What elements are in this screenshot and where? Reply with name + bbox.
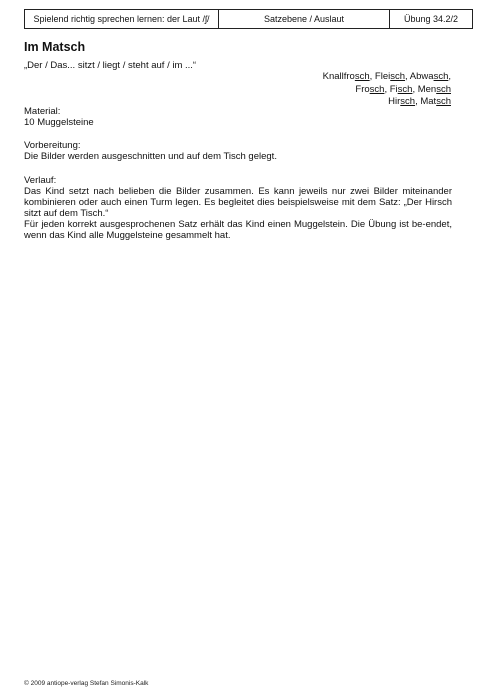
underlined-sound: sch [354,71,370,82]
word-segment: Knallfro [322,71,355,82]
preparation-heading: Vorbereitung: [24,140,81,151]
course-paragraph-2: Für jeden korrekt ausgesprochenen Satz erhält das Kind einen Muggelstein. Die Übung ist be-endet, wenn das Kind alle Muggelsteine gesammelt hat. [24,219,452,241]
word-segment: Hir [388,96,401,107]
course-section [24,175,452,241]
header-exercise-number: Übung 34.2/2 [390,10,473,29]
word-list [323,71,451,109]
underlined-sound: sch [390,71,406,82]
course-heading: Verlauf: [24,175,57,186]
page-title: Im Matsch [24,40,86,54]
underlined-sound: sch [369,83,385,95]
word-line-2 [323,84,451,97]
underlined-sound: sch [397,83,413,95]
word-segment: , Fi [384,83,398,95]
material-section [24,106,452,128]
word-segment: , Mat [415,96,437,107]
word-segment: Fro [355,83,370,95]
word-segment: , Abwa [405,71,434,82]
underlined-sound: sch [433,71,449,82]
word-segment: , [448,71,451,82]
sentence-pattern: „Der / Das... sitzt / liegt / steht auf / im ...“ [24,60,197,71]
material-text: 10 Muggelsteine [24,117,94,128]
header-series-title: Spielend richtig sprechen lernen: der Laut /ʃ/ [25,10,219,29]
header-level: Satzebene / Auslaut [219,10,390,29]
underlined-sound: sch [436,96,451,107]
word-line-1 [323,71,451,84]
preparation-section [24,140,452,162]
underlined-sound: sch [436,83,451,95]
underlined-sound: sch [400,96,416,107]
word-segment: , Flei [369,71,391,82]
worksheet-header [24,9,473,29]
word-segment: , Men [412,83,437,95]
preparation-text: Die Bilder werden ausgeschnitten und auf dem Tisch gelegt. [24,151,277,162]
material-heading: Material: [24,106,61,117]
copyright-footer: © 2009 antiope-verlag Stefan Simonis-Kalk [24,680,149,687]
course-paragraph-1: Das Kind setzt nach belieben die Bilder zusammen. Es kann jeweils nur zwei Bilder miteinander kombinieren oder auch einen Turm legen. Es begleitet dies beispielsweise mit dem Satz: „Der Hirsch sitzt auf dem Tisch.“ [24,186,452,219]
